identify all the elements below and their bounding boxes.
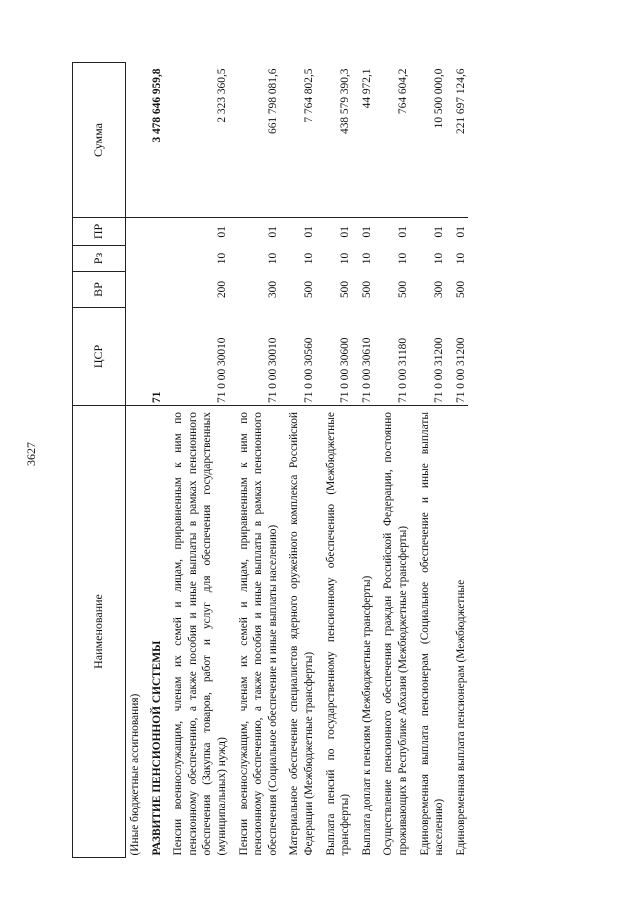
row-name: Осуществление пенсионного обеспечения граждан Российской Федерации, постоянно проживающих в Республике Абхазия (Межбюджетные трансферты) xyxy=(374,406,410,858)
row-rz: 10 xyxy=(433,252,446,265)
table-header xyxy=(73,63,126,858)
row-pr: 01 xyxy=(360,226,373,238)
row-csr: 71 0 00 31180 xyxy=(396,337,409,403)
budget-table xyxy=(72,62,468,858)
table-row xyxy=(164,63,229,858)
rotated-table-container xyxy=(72,63,592,858)
row-sum: 2 323 360,5 xyxy=(164,63,229,218)
row-sum: 7 764 802,5 xyxy=(280,63,316,218)
row-rz: 10 xyxy=(302,252,315,265)
row-pr: 01 xyxy=(433,226,446,238)
table-row xyxy=(353,63,375,858)
row-csr: 71 0 00 30010 xyxy=(215,337,228,403)
row-rz: 10 xyxy=(396,252,409,265)
row-name: Выплата пенсий по государственному пенсионному обеспечению (Межбюджетные трансферты) xyxy=(317,406,353,858)
table-body xyxy=(126,63,469,858)
row-pr: 01 xyxy=(339,226,352,238)
row-name: РАЗВИТИЕ ПЕНСИОННОЙ СИСТЕМЫ xyxy=(143,406,165,858)
table-row xyxy=(374,63,410,858)
row-sum: 3 478 646 959,8 xyxy=(143,63,165,218)
header-name: Наименование xyxy=(73,406,126,858)
row-pr: 01 xyxy=(266,226,279,238)
row-name: Выплата доплат к пенсиям (Межбюджетные трансферты) xyxy=(353,406,375,858)
row-pr xyxy=(126,218,143,246)
row-csr: 71 0 00 31200 xyxy=(433,337,446,403)
row-vr: 200 xyxy=(215,280,228,299)
row-csr: 71 0 00 30560 xyxy=(302,337,315,403)
row-csr: 71 0 00 30010 xyxy=(266,337,279,403)
row-csr: 71 0 00 30600 xyxy=(339,337,352,403)
row-vr: 500 xyxy=(360,280,373,299)
row-name: Единовременная выплата пенсионерам (Социальное обеспечение и иные выплаты населению) xyxy=(411,406,447,858)
row-rz: 10 xyxy=(454,252,467,265)
header-sum: Сумма xyxy=(73,63,126,218)
table-row xyxy=(230,63,281,858)
row-sum xyxy=(126,63,143,218)
row-vr: 500 xyxy=(339,280,352,299)
row-pr: 01 xyxy=(302,226,315,238)
row-vr xyxy=(126,272,143,308)
row-vr: 500 xyxy=(302,280,315,299)
row-pr: 01 xyxy=(396,226,409,238)
table-row xyxy=(143,63,165,858)
row-name: Единовременная выплата пенсионерам (Межбюджетные xyxy=(447,406,469,858)
row-rz: 10 xyxy=(360,252,373,265)
header-rz: Рз xyxy=(73,246,126,272)
row-vr: 500 xyxy=(396,280,409,299)
row-vr: 300 xyxy=(433,280,446,299)
row-name: Пенсии военнослужащим, членам их семей и лицам, приравненным к ним по пенсионному обеспечению, а также пособия и иные выплаты в рамках пенсионного обеспечения (Социальное обеспечение и иные выплаты населению) xyxy=(230,406,281,858)
table-row xyxy=(317,63,353,858)
row-vr xyxy=(143,272,165,308)
table-row xyxy=(411,63,447,858)
row-sum: 10 500 000,0 xyxy=(411,63,447,218)
row-sum: 764 604,2 xyxy=(374,63,410,218)
row-pr: 01 xyxy=(454,226,467,238)
table-row xyxy=(280,63,316,858)
row-name: (Иные бюджетные ассигнования) xyxy=(126,406,143,858)
row-pr: 01 xyxy=(215,226,228,238)
row-rz xyxy=(143,246,165,272)
header-pr: ПР xyxy=(73,218,126,246)
table-row xyxy=(126,63,143,858)
row-rz xyxy=(126,246,143,272)
header-vr: ВР xyxy=(73,272,126,308)
row-sum: 221 697 124,6 xyxy=(447,63,469,218)
row-sum: 44 972,1 xyxy=(353,63,375,218)
row-vr: 500 xyxy=(454,280,467,299)
row-csr: 71 0 00 31200 xyxy=(454,337,467,403)
row-name: Пенсии военнослужащим, членам их семей и лицам, приравненным к ним по пенсионному обеспечению, а также пособия и иные выплаты в рамках пенсионного обеспечения (Закупка товаров, работ и услуг для обеспечения государственных (муниципальных) нужд) xyxy=(164,406,229,858)
row-rz: 10 xyxy=(215,252,228,265)
row-csr: 71 0 00 30610 xyxy=(360,337,373,403)
header-csr: ЦСР xyxy=(73,308,126,406)
row-rz: 10 xyxy=(339,252,352,265)
row-sum: 661 798 081,6 xyxy=(230,63,281,218)
row-sum: 438 579 390,3 xyxy=(317,63,353,218)
row-pr xyxy=(143,218,165,246)
row-rz: 10 xyxy=(266,252,279,265)
row-name: Материальное обеспечение специалистов ядерного оружейного комплекса Российской Федерации (Межбюджетные трансферты) xyxy=(280,406,316,858)
row-csr: 71 xyxy=(150,391,163,403)
table-row xyxy=(447,63,469,858)
page-number: 3627 xyxy=(24,442,38,466)
row-csr xyxy=(126,308,143,406)
row-vr: 300 xyxy=(266,280,279,299)
